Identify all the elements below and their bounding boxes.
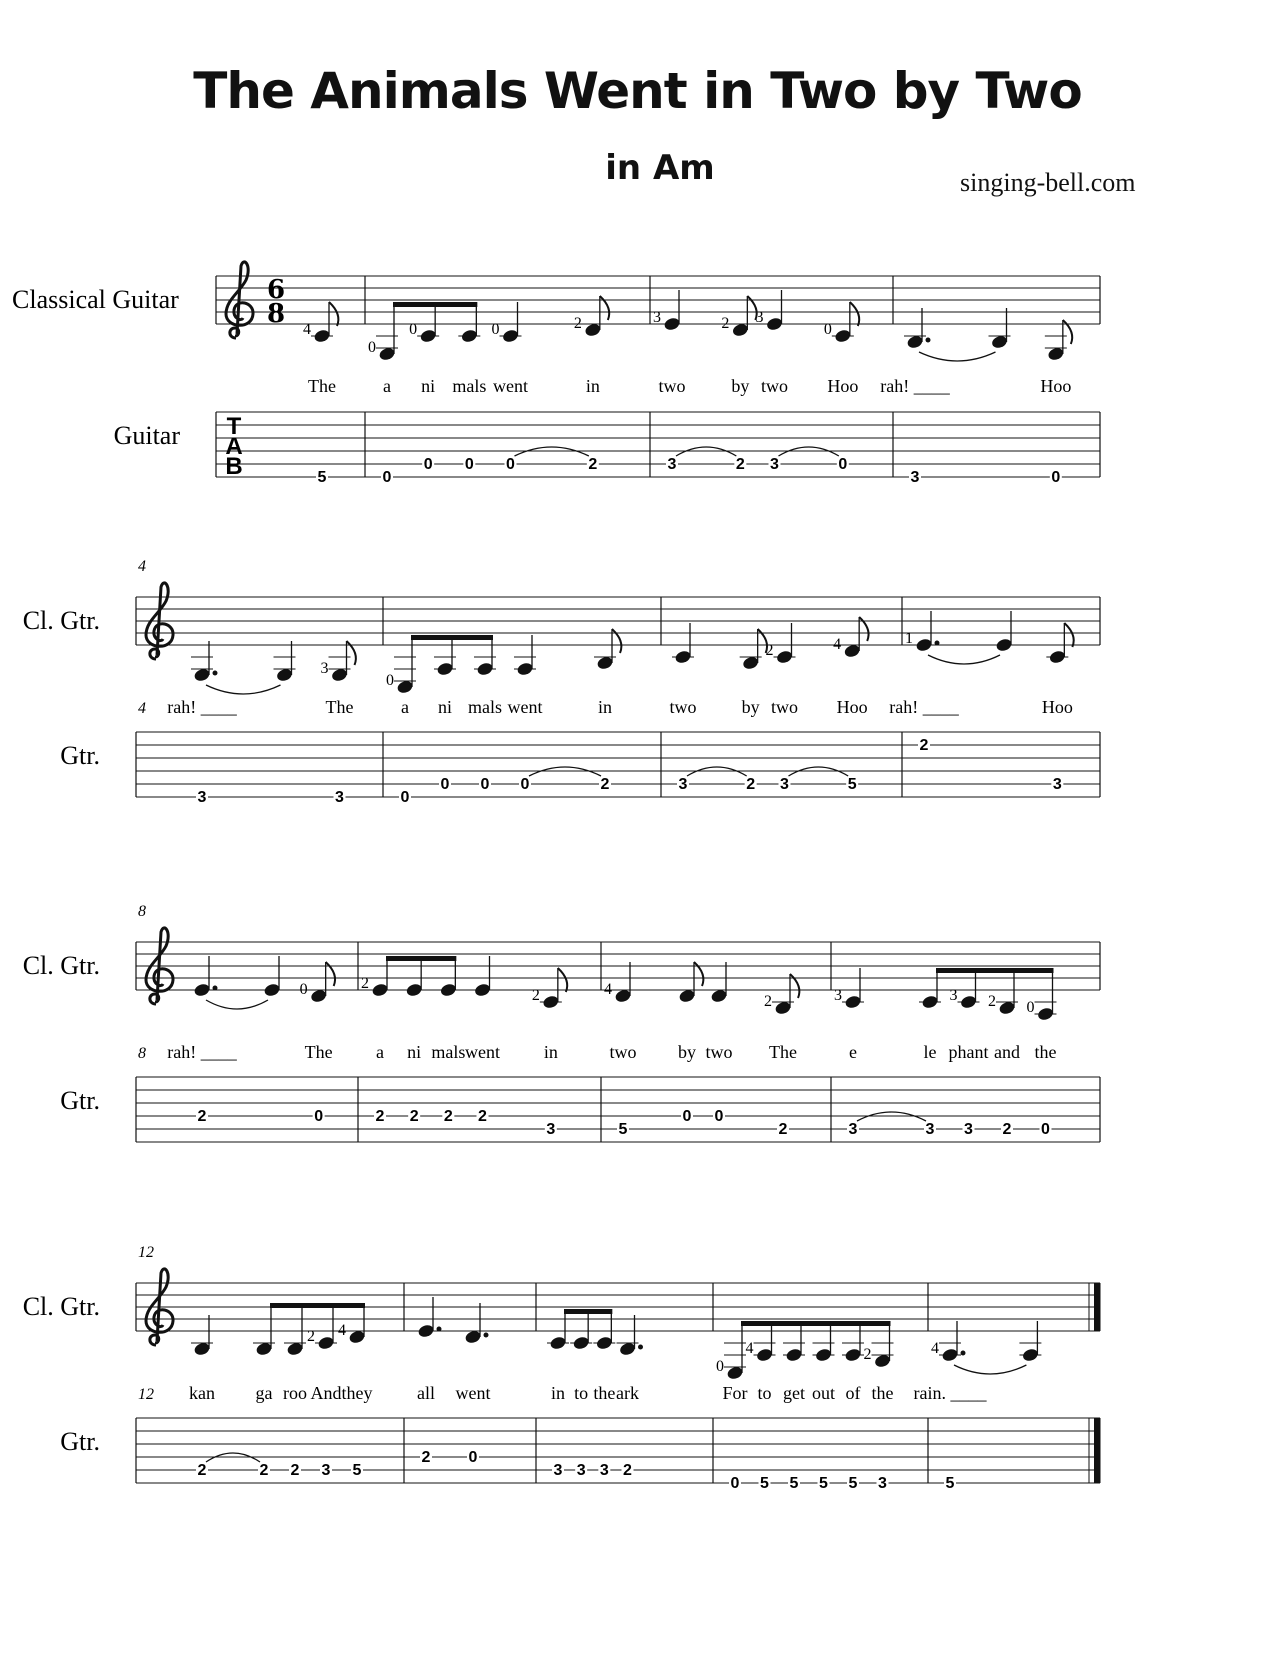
lyric-syllable: ni xyxy=(437,697,453,717)
tab-fret-number: 0 xyxy=(468,1449,478,1466)
fingering-number: 2 xyxy=(361,975,369,992)
lyric-syllable: And xyxy=(310,1383,342,1403)
lyric-syllable: two xyxy=(609,1042,637,1062)
note-head xyxy=(255,1341,273,1356)
final-barline xyxy=(1094,1283,1100,1331)
tab-fret-number: 2 xyxy=(197,1108,207,1125)
lyric-syllable: went xyxy=(493,376,528,396)
note-head xyxy=(310,988,328,1003)
lyric-syllable: the xyxy=(1034,1042,1057,1062)
lyric-syllable: e xyxy=(849,1042,857,1062)
tab-fret-number: 5 xyxy=(848,1475,858,1492)
tab-fret-number: 3 xyxy=(335,789,344,806)
lyric-syllable: kan xyxy=(189,1383,215,1403)
fingering-number: 2 xyxy=(531,987,540,1004)
beam xyxy=(564,1309,612,1314)
tab-fret-number: 0 xyxy=(1041,1121,1050,1138)
tab-instrument-label: Gtr. xyxy=(60,1427,100,1456)
tab-instrument-label: Gtr. xyxy=(60,741,100,770)
lyric-syllable: Hoo xyxy=(1041,697,1073,717)
tab-fret-number: 0 xyxy=(440,776,450,793)
tab-fret-number: 5 xyxy=(945,1475,955,1492)
tab-fret-number: 0 xyxy=(382,469,392,486)
note-head xyxy=(348,1329,366,1344)
tab-fret-number: 2 xyxy=(919,737,929,754)
tab-fret-number: 3 xyxy=(553,1462,563,1479)
dot-icon xyxy=(213,986,218,991)
tab-fret-number: 2 xyxy=(778,1121,788,1138)
note-head xyxy=(941,1347,959,1362)
fingering-number: 4 xyxy=(931,1340,939,1357)
note-head xyxy=(776,649,794,664)
note-head xyxy=(464,1329,482,1344)
tab-fret-number: 3 xyxy=(878,1475,887,1492)
note-head xyxy=(405,982,423,997)
tie-arc xyxy=(954,1365,1026,1374)
fingering-number: 3 xyxy=(320,660,329,677)
time-signature-bottom: 8 xyxy=(266,299,286,329)
note-head xyxy=(921,994,939,1009)
note-head xyxy=(766,316,784,331)
lyric-syllable: a xyxy=(401,697,409,717)
tab-fret-number: 3 xyxy=(321,1462,331,1479)
beam xyxy=(270,1303,365,1308)
tab-fret-number: 3 xyxy=(964,1121,973,1138)
note-head xyxy=(474,982,492,997)
tie-arc xyxy=(928,655,1000,664)
lyric-syllable: by xyxy=(678,1042,696,1062)
tab-fret-number: 3 xyxy=(1052,776,1062,793)
fingering-number: 2 xyxy=(573,315,582,332)
fingering-number: 3 xyxy=(653,309,661,326)
tab-fret-number: 5 xyxy=(352,1462,362,1479)
staff-instrument-label: Cl. Gtr. xyxy=(22,1292,100,1321)
fingering-number: 0 xyxy=(823,321,832,338)
fingering-number: 3 xyxy=(834,987,842,1004)
lyric-syllable: ark xyxy=(616,1383,639,1403)
note-head xyxy=(502,328,520,343)
lyric-syllable: le xyxy=(923,1042,937,1062)
lyric-syllable: ga xyxy=(255,1383,273,1403)
tab-fret-number: 5 xyxy=(317,469,327,486)
lyric-syllable: two xyxy=(658,376,686,396)
note-head xyxy=(193,1341,211,1356)
tab-fret-number: 2 xyxy=(746,776,756,793)
note-head xyxy=(317,1335,335,1350)
tab-clef-letter: A xyxy=(225,433,243,460)
beam xyxy=(411,635,493,640)
staff-instrument-label: Classical Guitar xyxy=(12,285,179,314)
fingering-number: 4 xyxy=(303,321,311,338)
note-head xyxy=(710,988,728,1003)
note-head xyxy=(619,1341,637,1356)
note-head xyxy=(906,334,924,349)
lyric-syllable: The xyxy=(308,376,336,396)
fingering-number: 3 xyxy=(755,309,764,326)
note-head xyxy=(614,988,632,1003)
lyric-syllable: went xyxy=(455,1383,491,1403)
tab-fret-number: 0 xyxy=(400,789,410,806)
note-head xyxy=(785,1347,803,1362)
tab-fret-number: 3 xyxy=(576,1462,586,1479)
tab-fret-number: 3 xyxy=(770,456,779,473)
tab-fret-number: 0 xyxy=(506,456,515,473)
lyric-line-number: 12 xyxy=(138,1386,154,1403)
note-head xyxy=(439,982,457,997)
tab-fret-number: 0 xyxy=(423,456,433,473)
tab-instrument-label: Gtr. xyxy=(60,1086,100,1115)
final-barline xyxy=(1094,1418,1100,1483)
lyric-syllable: in xyxy=(550,1383,566,1403)
tab-fret-number: 5 xyxy=(789,1475,799,1492)
lyric-syllable: ni xyxy=(407,1042,422,1062)
tie-arc xyxy=(206,1000,268,1009)
lyric-syllable: they xyxy=(341,1383,373,1403)
tab-fret-number: 3 xyxy=(197,789,207,806)
tab-fret-number: 5 xyxy=(760,1475,769,1492)
tab-fret-number: 2 xyxy=(375,1108,385,1125)
note-head xyxy=(991,334,1009,349)
note-head xyxy=(193,982,211,997)
tab-fret-number: 0 xyxy=(730,1475,740,1492)
tab-fret-number: 2 xyxy=(421,1449,431,1466)
lyric-syllable: by xyxy=(741,697,760,717)
lyric-syllable: The xyxy=(769,1042,797,1062)
tab-fret-number: 0 xyxy=(714,1108,724,1125)
fingering-number: 1 xyxy=(905,630,913,647)
note-head xyxy=(756,1347,774,1362)
tab-fret-number: 0 xyxy=(464,456,474,473)
fingering-number: 4 xyxy=(338,1322,346,1339)
beam xyxy=(393,302,477,307)
lyric-syllable: to xyxy=(757,1383,772,1403)
lyric-syllable: in xyxy=(585,376,600,396)
staff-instrument-label: Cl. Gtr. xyxy=(22,606,100,635)
lyric-syllable: in xyxy=(543,1042,558,1062)
lyric-syllable: mals xyxy=(431,1042,466,1062)
note-head xyxy=(396,679,414,694)
note-head xyxy=(549,1335,567,1350)
lyric-syllable: all xyxy=(417,1383,435,1403)
dot-icon xyxy=(638,1345,643,1350)
beam xyxy=(936,968,1054,973)
lyric-syllable: a xyxy=(376,1042,384,1062)
measure-number: 4 xyxy=(138,558,146,575)
dot-icon xyxy=(935,641,940,646)
note-head xyxy=(843,643,861,658)
dot-icon xyxy=(926,338,931,343)
note-head xyxy=(417,1323,435,1338)
note-head xyxy=(572,1335,590,1350)
fingering-number: 2 xyxy=(863,1346,872,1363)
dot-icon xyxy=(213,671,218,676)
key-subtitle: in Am xyxy=(605,148,715,188)
note-head xyxy=(874,1353,892,1368)
note-head xyxy=(331,667,349,682)
tab-fret-number: 0 xyxy=(314,1108,324,1125)
dot-icon xyxy=(484,1333,489,1338)
note-head xyxy=(834,328,852,343)
lyric-syllable: get xyxy=(783,1383,805,1403)
measure-number: 12 xyxy=(138,1244,154,1261)
fingering-number: 4 xyxy=(604,981,612,998)
lyric-line-number: 4 xyxy=(138,700,146,717)
lyric-syllable: mals xyxy=(468,697,502,717)
tab-fret-number: 5 xyxy=(847,776,857,793)
lyric-syllable: out xyxy=(811,1383,836,1403)
note-head xyxy=(731,322,749,337)
tab-fret-number: 0 xyxy=(1051,469,1061,486)
lyric-syllable: the xyxy=(593,1383,616,1403)
lyric-syllable: a xyxy=(383,376,391,396)
beam xyxy=(741,1321,891,1326)
flag-icon xyxy=(850,302,859,326)
note-head xyxy=(263,982,281,997)
flag-icon xyxy=(1064,623,1073,647)
fingering-number: 0 xyxy=(1026,999,1035,1016)
lyric-syllable: rah! ____ xyxy=(167,1042,237,1062)
note-head xyxy=(1047,346,1065,361)
tab-fret-number: 0 xyxy=(480,776,490,793)
lyric-syllable: rain. ____ xyxy=(913,1383,987,1403)
tab-fret-number: 2 xyxy=(1002,1121,1012,1138)
note-head xyxy=(815,1347,833,1362)
note-head xyxy=(436,661,454,676)
lyric-syllable: by xyxy=(731,376,750,396)
lyric-syllable: ni xyxy=(421,376,436,396)
fingering-number: 2 xyxy=(764,993,772,1010)
fingering-number: 2 xyxy=(721,315,730,332)
fingering-number: 0 xyxy=(491,321,500,338)
dot-icon xyxy=(437,1327,442,1332)
fingering-number: 0 xyxy=(299,981,308,998)
tab-fret-number: 0 xyxy=(520,776,530,793)
flag-icon xyxy=(558,968,567,992)
note-head xyxy=(371,982,389,997)
tab-clef-letter: B xyxy=(225,453,243,480)
tab-fret-number: 2 xyxy=(623,1462,632,1479)
note-head xyxy=(663,316,681,331)
fingering-number: 4 xyxy=(833,636,842,653)
tab-fret-number: 2 xyxy=(588,456,598,473)
tab-fret-number: 5 xyxy=(618,1121,628,1138)
fingering-number: 0 xyxy=(409,321,418,338)
tab-fret-number: 2 xyxy=(197,1462,207,1479)
note-head xyxy=(674,649,692,664)
fingering-number: 4 xyxy=(745,1340,754,1357)
measure-number: 8 xyxy=(138,903,146,920)
tab-fret-number: 0 xyxy=(838,456,848,473)
lyric-syllable: went xyxy=(465,1042,500,1062)
note-head xyxy=(313,328,331,343)
note-head xyxy=(726,1365,744,1380)
lyric-syllable: rah! ____ xyxy=(880,376,950,396)
tab-fret-number: 3 xyxy=(599,1462,609,1479)
lyric-syllable: the xyxy=(871,1383,894,1403)
lyric-syllable: roo xyxy=(283,1383,307,1403)
song-title: The Animals Went in Two by Two xyxy=(193,62,1082,120)
lyric-syllable: For xyxy=(722,1383,748,1403)
tab-fret-number: 3 xyxy=(546,1121,556,1138)
fingering-number: 2 xyxy=(307,1328,315,1345)
tab-fret-number: 2 xyxy=(409,1108,419,1125)
note-head xyxy=(844,994,862,1009)
lyric-syllable: Hoo xyxy=(827,376,859,396)
tab-fret-number: 2 xyxy=(735,456,745,473)
lyric-syllable: and xyxy=(994,1042,1020,1062)
note-head xyxy=(193,667,211,682)
lyric-syllable: to xyxy=(574,1383,589,1403)
note-head xyxy=(1048,649,1066,664)
lyric-syllable: The xyxy=(325,697,354,717)
note-head xyxy=(476,661,494,676)
fingering-number: 0 xyxy=(386,672,394,689)
note-head xyxy=(516,661,534,676)
note-head xyxy=(419,328,437,343)
tab-fret-number: 5 xyxy=(819,1475,828,1492)
lyric-syllable: rah! ____ xyxy=(889,697,959,717)
note-head xyxy=(998,1000,1016,1015)
tab-fret-number: 0 xyxy=(682,1108,692,1125)
fingering-number: 3 xyxy=(949,987,958,1004)
note-head xyxy=(595,1335,613,1350)
flag-icon xyxy=(329,302,338,326)
lyric-syllable: The xyxy=(304,1042,333,1062)
tab-fret-number: 2 xyxy=(259,1462,269,1479)
dot-icon xyxy=(961,1351,966,1356)
note-head xyxy=(1021,1347,1039,1362)
lyric-syllable: mals xyxy=(452,376,487,396)
tab-fret-number: 2 xyxy=(290,1462,300,1479)
time-signature-top: 6 xyxy=(266,275,286,305)
note-head xyxy=(844,1347,862,1362)
lyric-syllable: two xyxy=(771,697,798,717)
note-head xyxy=(960,994,978,1009)
fingering-number: 2 xyxy=(765,642,774,659)
tab-instrument-label: Guitar xyxy=(113,421,180,450)
note-head xyxy=(276,667,294,682)
beam xyxy=(386,956,456,961)
lyric-syllable: two xyxy=(669,697,697,717)
note-head xyxy=(678,988,696,1003)
note-head xyxy=(584,322,602,337)
lyric-line-number: 8 xyxy=(138,1045,146,1062)
note-head xyxy=(378,346,396,361)
tab-fret-number: 3 xyxy=(678,776,688,793)
note-head xyxy=(542,994,560,1009)
lyric-syllable: in xyxy=(597,697,613,717)
fingering-number: 2 xyxy=(988,993,996,1010)
tab-fret-number: 2 xyxy=(443,1108,453,1125)
tab-fret-number: 3 xyxy=(780,776,789,793)
note-head xyxy=(596,655,614,670)
website-credit: singing-bell.com xyxy=(960,168,1136,197)
lyric-syllable: Hoo xyxy=(1040,376,1072,396)
tab-fret-number: 3 xyxy=(910,469,920,486)
tie-arc xyxy=(206,685,281,694)
tab-fret-number: 3 xyxy=(925,1121,935,1138)
note-head xyxy=(1037,1006,1055,1021)
note-head xyxy=(742,655,760,670)
tab-clef-letter: T xyxy=(226,413,242,440)
lyric-syllable: of xyxy=(845,1383,861,1403)
note-head xyxy=(286,1341,304,1356)
fingering-number: 0 xyxy=(716,1358,724,1375)
lyric-syllable: Hoo xyxy=(836,697,868,717)
lyric-syllable: two xyxy=(761,376,788,396)
lyric-syllable: two xyxy=(705,1042,733,1062)
tab-fret-number: 2 xyxy=(600,776,610,793)
note-head xyxy=(915,637,933,652)
lyric-syllable: went xyxy=(507,697,543,717)
tab-fret-number: 3 xyxy=(848,1121,858,1138)
tab-fret-number: 2 xyxy=(478,1108,487,1125)
note-head xyxy=(995,637,1013,652)
fingering-number: 0 xyxy=(368,339,376,356)
lyric-syllable: rah! ____ xyxy=(167,697,237,717)
tie-arc xyxy=(919,352,996,361)
note-head xyxy=(460,328,478,343)
note-head xyxy=(774,1000,792,1015)
staff-instrument-label: Cl. Gtr. xyxy=(22,951,100,980)
lyric-syllable: phant xyxy=(948,1042,989,1062)
tab-fret-number: 3 xyxy=(667,456,677,473)
